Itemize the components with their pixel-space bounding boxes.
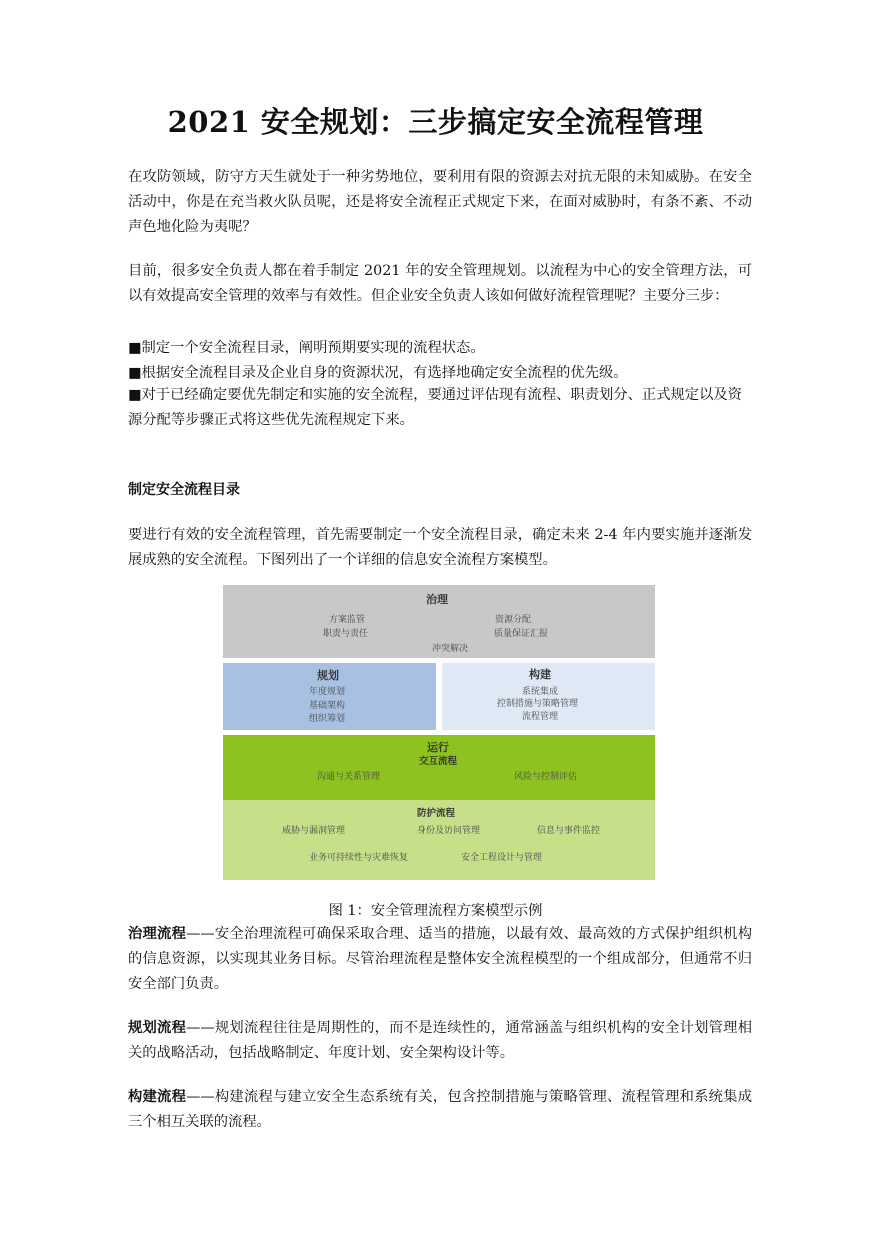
- governance-item: 质量保证汇报: [494, 629, 549, 639]
- protection-item: 信息与事件监控: [537, 826, 601, 836]
- security-process-model-diagram: [223, 585, 655, 880]
- building-item: 控制措施与策略管理: [497, 699, 579, 709]
- definition-governance: [128, 922, 752, 997]
- governance-block: [223, 585, 655, 658]
- protection-block: [223, 800, 655, 880]
- definition-planning: [128, 1016, 752, 1066]
- intro-paragraph-1: 在攻防领域，防守方天生就处于一种劣势地位，要利用有限的资源去对抗无限的未知威胁。在安全活动中，你是在充当救火队员呢，还是将安全流程正式规定下来，在面对威胁时，有条不紊、不动声色地化险为夷呢？: [128, 169, 752, 235]
- building-item: 系统集成: [522, 687, 559, 697]
- definition-term: 构建流程: [128, 1089, 187, 1105]
- running-block: [223, 735, 655, 800]
- step-bullet-1: ■制定一个安全流程目录，阐明预期要实现的流程状态。: [128, 340, 485, 356]
- definition-text: ——规划流程往往是周期性的，而不是连续性的，通常涵盖与组织机构的安全计划管理相关的战略活动，包括战略制定、年度计划、安全架构设计等。: [128, 1020, 753, 1061]
- governance-item: 职责与责任: [323, 629, 369, 639]
- step-bullet-3: ■对于已经确定要优先制定和实施的安全流程，要通过评估现有流程、职责划分、正式规定以及资源分配等步骤正式将这些优先流程规定下来。: [128, 387, 742, 428]
- definition-term: 规划流程: [128, 1020, 187, 1036]
- planning-item: 年度规划: [309, 687, 346, 697]
- protection-item: 安全工程设计与管理: [461, 853, 543, 863]
- planning-item: 组织筹划: [309, 714, 346, 724]
- planning-block: [223, 663, 436, 730]
- definition-term: 治理流程: [128, 926, 187, 942]
- section-heading: 制定安全流程目录: [128, 482, 240, 498]
- building-block: [442, 663, 655, 730]
- definition-building: [128, 1085, 752, 1135]
- protection-item: 业务可持续性与灾难恢复: [309, 853, 409, 863]
- figure-caption: 图 1：安全管理流程方案模型示例: [328, 903, 543, 919]
- governance-item: 方案监管: [329, 615, 366, 625]
- governance-title: 治理: [426, 593, 448, 606]
- protection-item: 威胁与漏洞管理: [282, 826, 346, 836]
- building-title: 构建: [529, 668, 551, 681]
- running-title: 运行: [427, 741, 449, 754]
- definition-text: ——构建流程与建立安全生态系统有关，包含控制措施与策略管理、流程管理和系统集成三个相互关联的流程。: [128, 1089, 753, 1130]
- planning-item: 基础架构: [309, 701, 346, 711]
- running-subtitle: 交互流程: [419, 756, 458, 767]
- protection-item: 身份及访问管理: [417, 826, 481, 836]
- page-title: 2021 安全规划：三步搞定安全流程管理: [167, 105, 704, 139]
- step-bullet-2: ■根据安全流程目录及企业自身的资源状况，有选择地确定安全流程的优先级。: [128, 365, 628, 381]
- governance-item: 冲突解决: [432, 644, 469, 654]
- running-item: 风险与控制评估: [514, 772, 578, 782]
- protection-title: 防护流程: [417, 808, 456, 819]
- governance-item: 资源分配: [495, 615, 532, 625]
- intro-paragraph-2: 目前，很多安全负责人都在着手制定 2021 年的安全管理规划。以流程为中心的安全管理方法，可以有效提高安全管理的效率与有效性。但企业安全负责人该如何做好流程管理呢？主要分三步：: [128, 263, 752, 304]
- section-paragraph-1: 要进行有效的安全流程管理，首先需要制定一个安全流程目录，确定未来 2-4 年内要实施并逐渐发展成熟的安全流程。下图列出了一个详细的信息安全流程方案模型。: [128, 527, 752, 568]
- definition-text: ——安全治理流程可确保采取合理、适当的措施，以最有效、最高效的方式保护组织机构的信息资源，以实现其业务目标。尽管治理流程是整体安全流程模型的一个组成部分，但通常不归安全部门负责。: [128, 926, 753, 992]
- planning-title: 规划: [317, 669, 339, 682]
- building-item: 流程管理: [522, 712, 559, 722]
- running-item: 沟通与关系管理: [317, 772, 381, 782]
